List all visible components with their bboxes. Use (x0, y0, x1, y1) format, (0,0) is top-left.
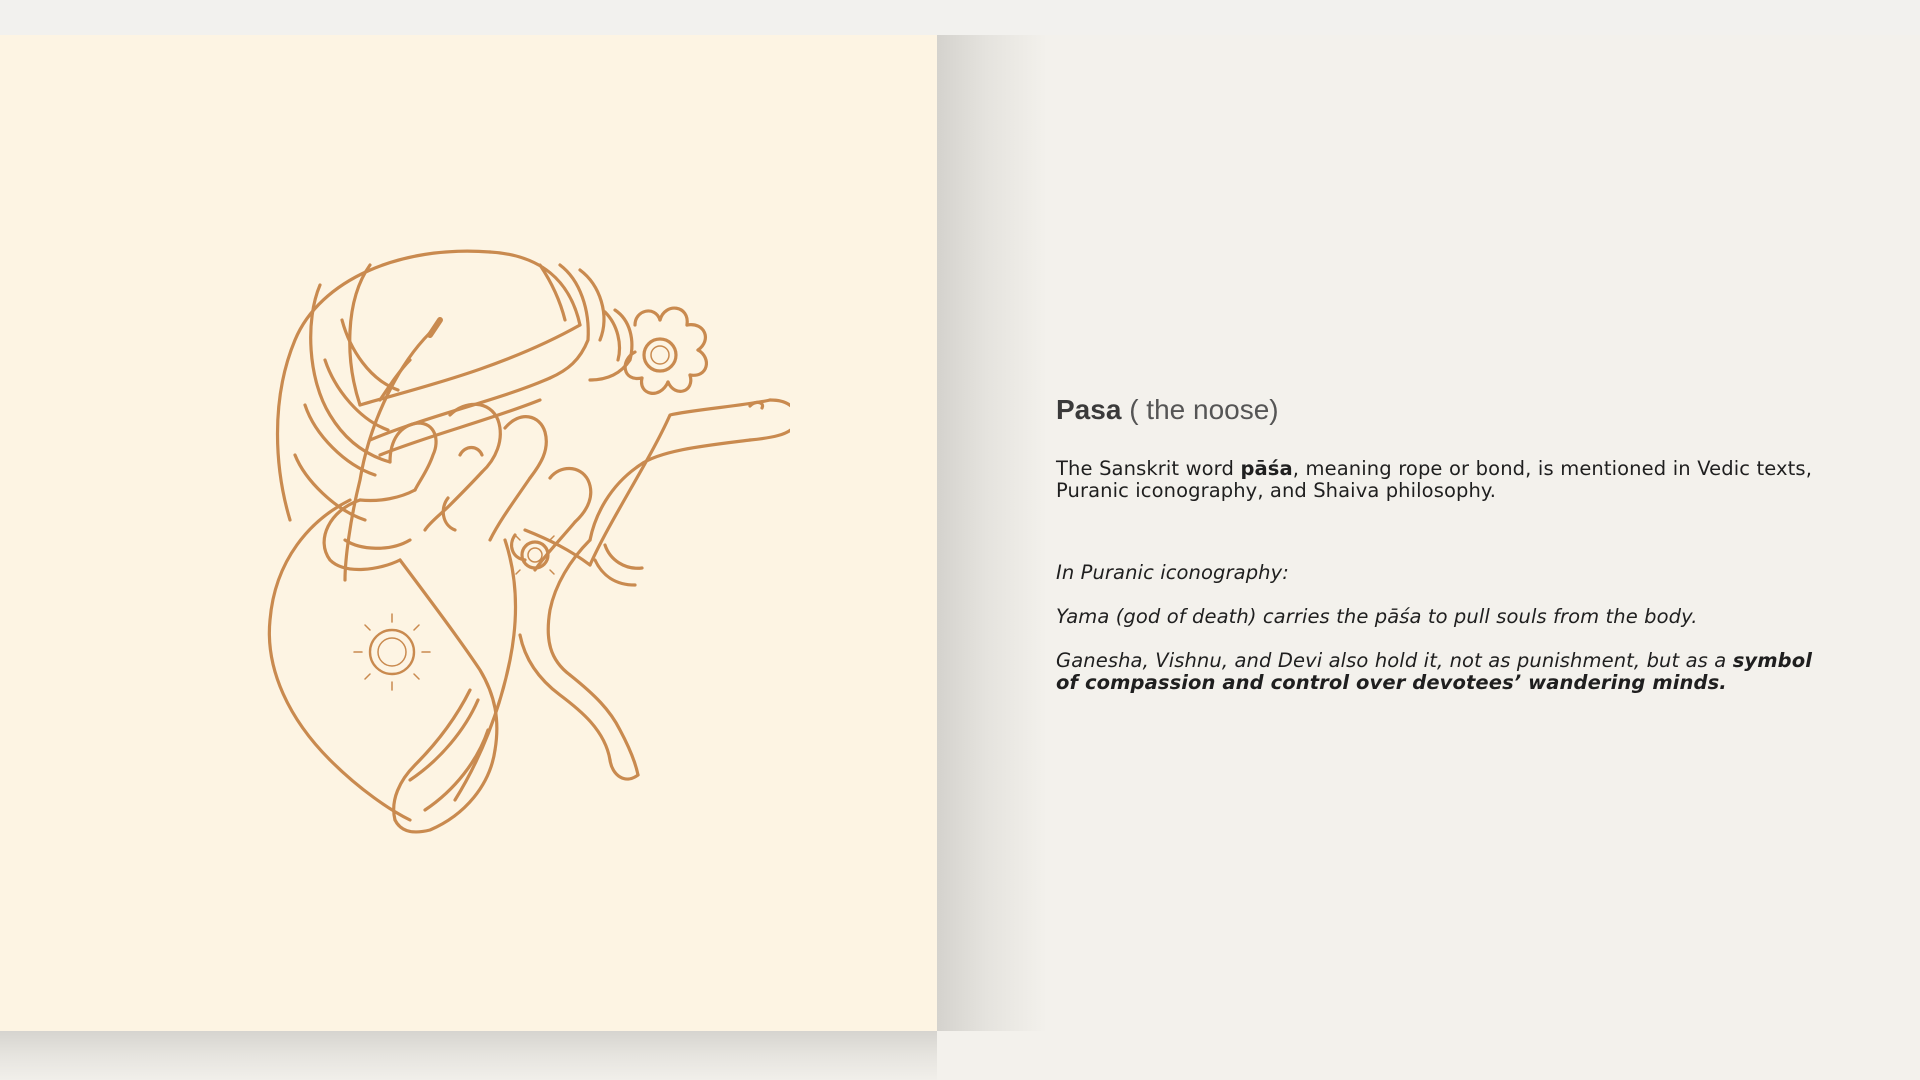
yama-paragraph: Yama (god of death) carries the pāśa to pull souls from the body. (1056, 605, 1698, 628)
puranic-heading: In Puranic iconography: (1056, 561, 1289, 584)
ganesha-text: Ganesha, Vishnu, and Devi also hold it, not as punishment, but as a (1056, 649, 1733, 672)
ganesha-paragraph (1056, 650, 1812, 694)
title-subtitle: ( the noose) (1129, 394, 1279, 425)
hand-holding-noose-icon (250, 240, 790, 880)
page-shadow-bottom (0, 1031, 937, 1080)
intro-paragraph (1056, 458, 1812, 502)
intro-text-2: , meaning rope or bond, is mentioned in Vedic texts, Puranic iconography, and Shaiva philosophy. (1056, 457, 1812, 502)
page-top-band (0, 0, 1920, 35)
illustration-panel (0, 35, 937, 1031)
intro-text-1: The Sanskrit word (1056, 457, 1241, 480)
page-title (1056, 390, 1812, 430)
title-main: Pasa (1056, 394, 1122, 425)
intro-term: pāśa (1240, 457, 1293, 480)
page-shadow-right (937, 35, 1047, 1031)
description-block (1056, 390, 1812, 694)
ganesha-emphasis: symbol of compassion and control over devotees’ wandering minds. (1056, 649, 1812, 694)
